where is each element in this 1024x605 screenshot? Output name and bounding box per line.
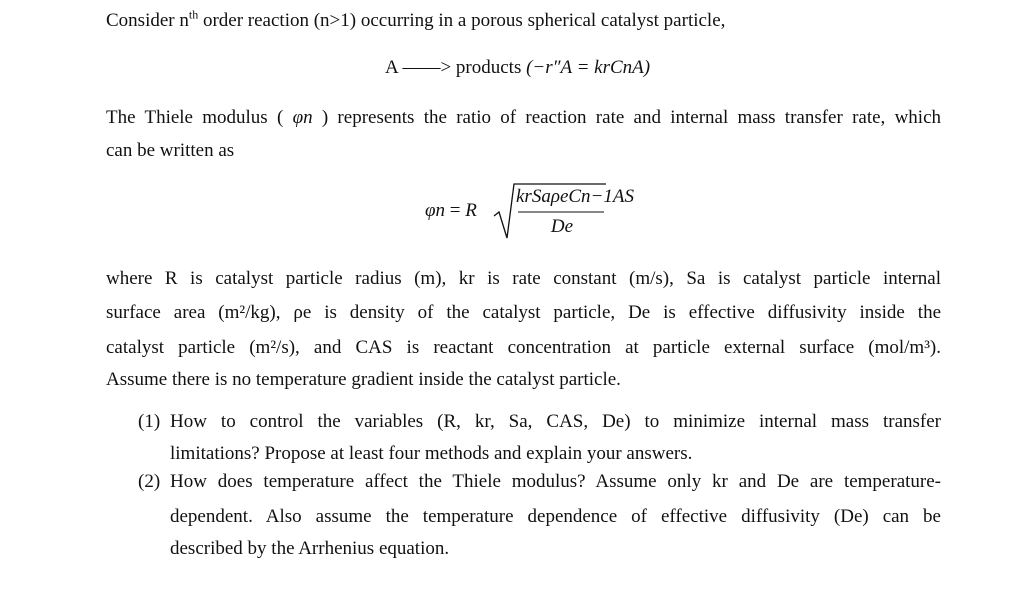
- question-2-number: (2): [138, 471, 161, 492]
- definitions-line2: surface area (m²/kg), ρe is density of the catalyst particle, De is effective diffusivity inside the: [106, 302, 941, 323]
- thiele-symbol: φn: [292, 107, 313, 128]
- question-2-line1: How does temperature affect the Thiele modulus? Assume only kr and De are temperature-: [170, 471, 941, 492]
- thiele-text-start: The Thiele modulus (: [106, 107, 284, 128]
- definitions-line3: catalyst particle (m²/s), and CAS is reactant concentration at particle external surface (mol/m³).: [106, 337, 941, 358]
- thiele-numerator-text: krSaρeCn−1AS: [516, 186, 634, 207]
- definitions-line4: Assume there is no temperature gradient inside the catalyst particle.: [106, 369, 621, 390]
- intro-text-start: Consider n: [106, 10, 189, 31]
- thiele-numerator: [516, 186, 634, 208]
- thiele-radius: R: [465, 200, 477, 221]
- thiele-equation-lhs: [425, 200, 477, 222]
- thiele-lhs-symbol: φn: [425, 200, 446, 221]
- definitions-line1: where R is catalyst particle radius (m), kr is rate constant (m/s), Sa is catalyst particle internal: [106, 268, 941, 289]
- thiele-denominator: [516, 216, 608, 238]
- question-1-line2: limitations? Propose at least four methods and explain your answers.: [170, 443, 693, 464]
- question-1-number: (1): [138, 411, 161, 432]
- reaction-equation: [385, 57, 650, 79]
- reaction-products: products: [455, 57, 522, 78]
- reaction-arrow: ——>: [402, 57, 452, 78]
- intro-superscript: th: [188, 7, 199, 22]
- thiele-text-line2: can be written as: [106, 140, 235, 161]
- intro-text-end: order reaction (n>1) occurring in a porous spherical catalyst particle,: [198, 10, 726, 31]
- intro-line: [106, 9, 725, 33]
- question-1-line1: How to control the variables (R, kr, Sa, CAS, De) to minimize internal mass transfer: [170, 411, 941, 432]
- question-2-line3: described by the Arrhenius equation.: [170, 538, 450, 559]
- reaction-rate-expression: (−r″A = krCnA): [526, 57, 651, 78]
- thiele-denominator-text: De: [550, 216, 574, 237]
- thiele-text-line1: [106, 106, 941, 130]
- thiele-text-end: ) represents the ratio of reaction rate and internal mass transfer rate, which: [321, 107, 941, 128]
- reaction-reactant: A: [385, 57, 398, 78]
- question-2-line2: dependent. Also assume the temperature dependence of effective diffusivity (De) can be: [170, 506, 941, 527]
- thiele-equals: =: [449, 200, 461, 221]
